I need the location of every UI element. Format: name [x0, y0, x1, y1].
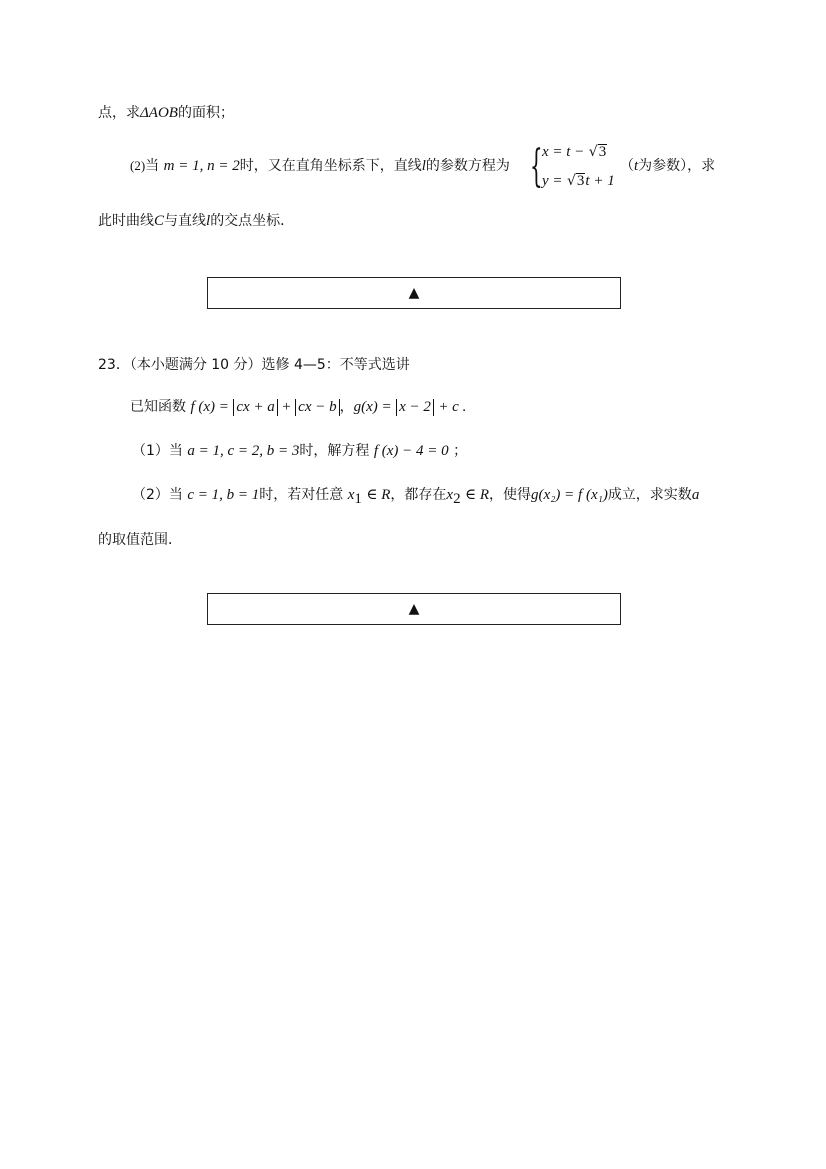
- math-equation: g(x₂) = f (x₁): [531, 487, 608, 503]
- part-label: （2）当: [132, 487, 183, 503]
- text: ；: [453, 443, 468, 459]
- g-abs-term: x − 2: [396, 399, 434, 416]
- triangle-marker-icon: ▲: [408, 285, 420, 301]
- subscript-2: 2: [453, 490, 461, 507]
- math-condition: a = 1, c = 2, b = 3: [187, 443, 300, 459]
- math-triangle-aob: ΔAOB: [140, 105, 178, 121]
- text: 已知函数: [130, 399, 186, 415]
- math-c: C: [154, 213, 165, 229]
- text: 点，求: [98, 105, 140, 121]
- text: 成立，求实数: [607, 487, 692, 503]
- sqrt-icon: √: [566, 173, 576, 189]
- text: 为参数），求: [638, 158, 716, 174]
- f-def-lhs: f (x) =: [190, 399, 229, 415]
- q23-definition-line: [130, 397, 466, 417]
- math-in-r: ∈ R: [366, 487, 391, 503]
- math-l: l: [206, 213, 211, 229]
- sqrt-icon: √: [588, 144, 598, 160]
- g-def-lhs: g(x) =: [353, 399, 392, 415]
- subscript-1: 1: [354, 490, 362, 507]
- text: ，使得: [489, 487, 532, 503]
- param-eq-2: [542, 171, 615, 191]
- math-a: a: [691, 487, 700, 503]
- text: 时，若对任意: [259, 487, 344, 503]
- part-label: (2): [130, 158, 146, 173]
- param-note: [620, 156, 715, 176]
- answer-box-q22: [207, 277, 621, 309]
- answer-box-q23: [207, 593, 621, 625]
- q22-continuation-line: [98, 103, 234, 123]
- eq2-lhs: y =: [542, 173, 563, 189]
- text: 此时曲线: [98, 213, 154, 229]
- eq2-radicand: 3: [576, 173, 585, 189]
- system-brace: {: [530, 141, 543, 192]
- q23-part1-line: [132, 441, 467, 461]
- part-label: （1）当: [132, 443, 183, 459]
- text: （: [620, 158, 634, 174]
- eq1-lhs: x = t −: [542, 144, 585, 160]
- text: 的交点坐标．: [210, 213, 295, 229]
- param-eq-1: [542, 142, 607, 162]
- eq1-radicand: 3: [598, 144, 607, 160]
- text: 与直线: [164, 213, 207, 229]
- math-condition: c = 1, b = 1: [187, 487, 260, 503]
- q23-title: 23．（本小题满分 10 分）选修 4—5：不等式选讲: [98, 357, 410, 373]
- eq2-rhs: t + 1: [585, 173, 615, 189]
- text: 当: [145, 158, 160, 174]
- f-abs-term-2: cx − b: [295, 399, 339, 416]
- g-def-rhs: + c .: [438, 399, 467, 415]
- text: 的参数方程为: [425, 158, 510, 174]
- q23-part2-continuation: 的取值范围．: [98, 532, 182, 548]
- math-x2: x: [446, 487, 454, 503]
- triangle-marker-icon: ▲: [408, 601, 420, 617]
- math-t: t: [634, 158, 639, 174]
- math-condition: m = 1, n = 2: [163, 158, 240, 174]
- q22-line3: [98, 211, 294, 231]
- text: 的面积；: [177, 105, 234, 121]
- f-abs-term-1: cx + a: [233, 399, 277, 416]
- text: 时，解方程: [299, 443, 370, 459]
- q22-part2-line: [130, 156, 510, 176]
- math-l: l: [421, 158, 426, 174]
- q23-part2-line: [132, 485, 699, 509]
- plus-sign: +: [282, 399, 291, 415]
- comma: ，: [339, 399, 354, 415]
- math-equation: f (x) − 4 = 0: [373, 443, 449, 459]
- math-x1: x: [347, 487, 355, 503]
- math-in-r: ∈ R: [465, 487, 490, 503]
- text: ，都存在: [390, 487, 447, 503]
- text: 时，又在直角坐标系下，直线: [239, 158, 422, 174]
